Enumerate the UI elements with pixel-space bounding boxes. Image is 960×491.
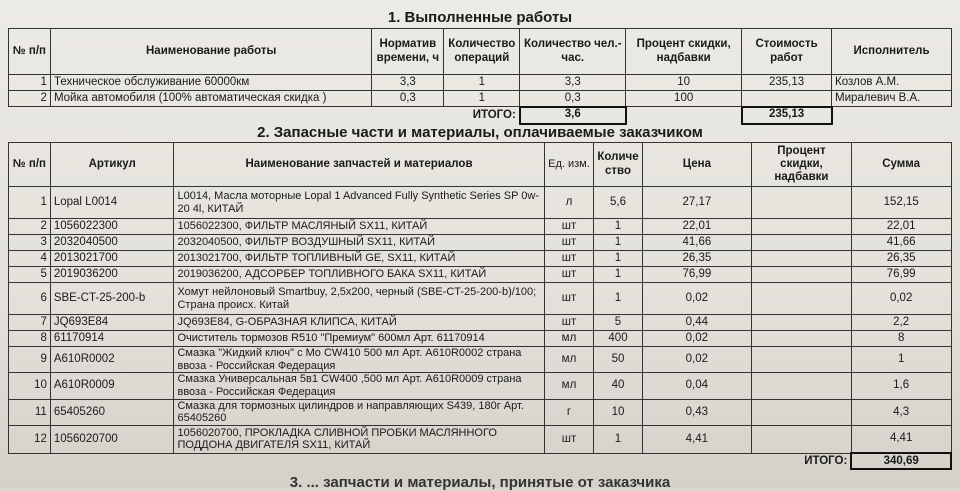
- table-row: [9, 75, 952, 91]
- parts-cell-article: 1056022300: [50, 219, 174, 235]
- parts-cell-sum: 76,99: [851, 267, 951, 283]
- works-header-num: № п/п: [9, 29, 51, 75]
- works-cell-name: Техническое обслуживание 60000км: [50, 75, 371, 91]
- parts-cell-unit: л: [544, 187, 594, 219]
- works-cell-worker: Козлов А.М.: [832, 75, 952, 91]
- parts-cell-sum: 41,66: [851, 235, 951, 251]
- parts-cell-unit: г: [544, 399, 594, 425]
- parts-cell-discount: [752, 399, 852, 425]
- works-cell-discount: 100: [626, 91, 742, 107]
- parts-cell-unit: шт: [544, 267, 594, 283]
- works-header-worker: Исполнитель: [832, 29, 952, 75]
- parts-cell-name: 1056022300, ФИЛЬТР МАСЛЯНЫЙ SX11, КИТАЙ: [174, 219, 544, 235]
- works-cell-cost: [742, 91, 832, 107]
- parts-cell-name: Смазка "Жидкий ключ" с Mo CW410 500 мл Арт. A610R0002 страна ввоза - Российская Федерация: [174, 347, 544, 373]
- parts-cell-sum: 1: [851, 347, 951, 373]
- table-row: [9, 373, 952, 399]
- parts-cell-qty: 1: [594, 283, 642, 315]
- parts-header-row: [9, 143, 952, 187]
- parts-cell-qty: 1: [594, 219, 642, 235]
- works-cell-name: Мойка автомобиля (100% автоматическая скидка ): [50, 91, 371, 107]
- table-row: [9, 399, 952, 425]
- parts-cell-name: 2032040500, ФИЛЬТР ВОЗДУШНЫЙ SX11, КИТАЙ: [174, 235, 544, 251]
- works-header-cost: Стоимость работ: [742, 29, 832, 75]
- works-cell-discount: 10: [626, 75, 742, 91]
- parts-cell-num: 10: [9, 373, 51, 399]
- works-cell-worker: Миралевич В.А.: [832, 91, 952, 107]
- parts-cell-sum: 4,41: [851, 425, 951, 453]
- parts-cell-qty: 5,6: [594, 187, 642, 219]
- works-cell-hours: 3,3: [520, 75, 626, 91]
- parts-header-sum: Сумма: [851, 143, 951, 187]
- parts-cell-discount: [752, 251, 852, 267]
- parts-header-qty: Количе ство: [594, 143, 642, 187]
- works-header-discount: Процент скидки, надбавки: [626, 29, 742, 75]
- parts-cell-num: 4: [9, 251, 51, 267]
- parts-header-num: № п/п: [9, 143, 51, 187]
- parts-cell-name: Смазка для тормозных цилиндров и направляющих S439, 180г Арт. 65405260: [174, 399, 544, 425]
- table-row: [9, 425, 952, 453]
- parts-cell-unit: мл: [544, 347, 594, 373]
- parts-cell-name: Смазка Универсальная 5в1 CW400 ,500 мл Арт. A610R0009 страна ввоза - Российская Федерация: [174, 373, 544, 399]
- parts-total-row: [9, 453, 952, 469]
- works-cell-ops: 1: [444, 75, 520, 91]
- parts-cell-qty: 10: [594, 399, 642, 425]
- parts-cell-unit: шт: [544, 251, 594, 267]
- parts-cell-price: 0,04: [642, 373, 751, 399]
- parts-total-label: ИТОГО:: [804, 454, 848, 467]
- parts-cell-discount: [752, 219, 852, 235]
- parts-cell-unit: мл: [544, 331, 594, 347]
- works-cell-hours: 0,3: [520, 91, 626, 107]
- parts-cell-discount: [752, 315, 852, 331]
- parts-cell-price: 0,44: [642, 315, 751, 331]
- parts-cell-price: 4,41: [642, 425, 751, 453]
- works-cell-num: 2: [9, 91, 51, 107]
- works-cell-norm: 0,3: [372, 91, 444, 107]
- parts-header-name: Наименование запчастей и материалов: [174, 143, 544, 187]
- parts-cell-sum: 22,01: [851, 219, 951, 235]
- parts-cell-num: 2: [9, 219, 51, 235]
- parts-cell-name: L0014, Масла моторные Lopal 1 Advanced Fully Synthetic Series SP 0w-20 4l, КИТАЙ: [174, 187, 544, 219]
- parts-cell-num: 7: [9, 315, 51, 331]
- parts-cell-qty: 5: [594, 315, 642, 331]
- parts-cell-name: 1056020700, ПРОКЛАДКА СЛИВНОЙ ПРОБКИ МАСЛЯННОГО ПОДДОНА ДВИГАТЕЛЯ SX11, КИТАЙ: [174, 425, 544, 453]
- parts-cell-article: 65405260: [50, 399, 174, 425]
- table-row: [9, 235, 952, 251]
- parts-cell-sum: 2,2: [851, 315, 951, 331]
- works-cell-ops: 1: [444, 91, 520, 107]
- parts-cell-discount: [752, 235, 852, 251]
- parts-cell-price: 0,02: [642, 331, 751, 347]
- parts-cell-article: 1056020700: [50, 425, 174, 453]
- works-table: [8, 28, 952, 125]
- parts-cell-price: 0,02: [642, 347, 751, 373]
- parts-cell-sum: 0,02: [851, 283, 951, 315]
- works-cell-num: 1: [9, 75, 51, 91]
- parts-cell-name: JQ693E84, G-ОБРАЗНАЯ КЛИПСА, КИТАЙ: [174, 315, 544, 331]
- parts-cell-num: 5: [9, 267, 51, 283]
- parts-cell-article: 2032040500: [50, 235, 174, 251]
- parts-cell-unit: мл: [544, 373, 594, 399]
- parts-cell-discount: [752, 267, 852, 283]
- parts-cell-num: 11: [9, 399, 51, 425]
- parts-header-discount: Процент скидки, надбавки: [752, 143, 852, 187]
- parts-cell-sum: 8: [851, 331, 951, 347]
- parts-cell-qty: 400: [594, 331, 642, 347]
- table-row: [9, 347, 952, 373]
- parts-cell-qty: 1: [594, 267, 642, 283]
- parts-cell-article: JQ693E84: [50, 315, 174, 331]
- parts-cell-discount: [752, 283, 852, 315]
- parts-cell-discount: [752, 331, 852, 347]
- works-cell-norm: 3,3: [372, 75, 444, 91]
- table-row: [9, 91, 952, 107]
- table-row: [9, 331, 952, 347]
- parts-cell-price: 26,35: [642, 251, 751, 267]
- table-row: [9, 219, 952, 235]
- table-row: [9, 251, 952, 267]
- parts-table: [8, 142, 952, 470]
- parts-cell-sum: 1,6: [851, 373, 951, 399]
- parts-cell-price: 0,43: [642, 399, 751, 425]
- works-header-row: [9, 29, 952, 75]
- parts-cell-unit: шт: [544, 283, 594, 315]
- parts-cell-discount: [752, 347, 852, 373]
- parts-cell-article: A610R0002: [50, 347, 174, 373]
- parts-cell-price: 41,66: [642, 235, 751, 251]
- parts-cell-unit: шт: [544, 315, 594, 331]
- works-total-row: [9, 107, 952, 124]
- works-header-norm: Норматив времени, ч: [372, 29, 444, 75]
- works-total-hours: 3,6: [520, 107, 626, 124]
- parts-cell-name: 2013021700, ФИЛЬТР ТОПЛИВНЫЙ GE, SX11, КИТАЙ: [174, 251, 544, 267]
- parts-cell-num: 1: [9, 187, 51, 219]
- parts-cell-price: 0,02: [642, 283, 751, 315]
- table-row: [9, 283, 952, 315]
- works-total-cost: 235,13: [742, 107, 832, 124]
- parts-cell-article: SBE-CT-25-200-b: [50, 283, 174, 315]
- parts-cell-unit: шт: [544, 219, 594, 235]
- works-cell-cost: 235,13: [742, 75, 832, 91]
- footer-cut-text: 3. ... запчасти и материалы, принятые от заказчика: [289, 474, 671, 491]
- parts-cell-price: 27,17: [642, 187, 751, 219]
- parts-cell-article: A610R0009: [50, 373, 174, 399]
- works-header-hours: Количество чел.-час.: [520, 29, 626, 75]
- parts-cell-article: 2019036200: [50, 267, 174, 283]
- parts-cell-sum: 26,35: [851, 251, 951, 267]
- works-header-name: Наименование работы: [50, 29, 371, 75]
- parts-cell-name: Хомут нейлоновый Smartbuy, 2,5x200, черный (SBE-CT-25-200-b)/100; Страна происх. Китай: [174, 283, 544, 315]
- parts-cell-unit: шт: [544, 235, 594, 251]
- parts-cell-discount: [752, 425, 852, 453]
- parts-cell-discount: [752, 373, 852, 399]
- works-total-label: ИТОГО:: [472, 108, 516, 121]
- table-row: [9, 315, 952, 331]
- parts-cell-unit: шт: [544, 425, 594, 453]
- parts-cell-article: Lopal L0014: [50, 187, 174, 219]
- parts-cell-num: 12: [9, 425, 51, 453]
- table-row: [9, 187, 952, 219]
- parts-cell-num: 9: [9, 347, 51, 373]
- parts-total-sum: 340,69: [851, 453, 951, 469]
- section1-title: 1. Выполненные работы: [387, 9, 573, 26]
- parts-cell-discount: [752, 187, 852, 219]
- parts-cell-qty: 40: [594, 373, 642, 399]
- parts-cell-num: 8: [9, 331, 51, 347]
- parts-cell-qty: 1: [594, 251, 642, 267]
- table-row: [9, 267, 952, 283]
- parts-cell-price: 22,01: [642, 219, 751, 235]
- parts-cell-sum: 4,3: [851, 399, 951, 425]
- parts-cell-qty: 50: [594, 347, 642, 373]
- parts-cell-qty: 1: [594, 425, 642, 453]
- parts-cell-num: 6: [9, 283, 51, 315]
- parts-cell-sum: 152,15: [851, 187, 951, 219]
- parts-cell-num: 3: [9, 235, 51, 251]
- parts-cell-article: 2013021700: [50, 251, 174, 267]
- parts-cell-article: 61170914: [50, 331, 174, 347]
- parts-header-unit: Ед. изм.: [544, 143, 594, 187]
- parts-cell-qty: 1: [594, 235, 642, 251]
- parts-header-price: Цена: [642, 143, 751, 187]
- parts-cell-name: Очиститель тормозов R510 "Премиум" 600мл Арт. 61170914: [174, 331, 544, 347]
- parts-cell-name: 2019036200, АДСОРБЕР ТОПЛИВНОГО БАКА SX11, КИТАЙ: [174, 267, 544, 283]
- parts-cell-price: 76,99: [642, 267, 751, 283]
- section2-title: 2. Запасные части и материалы, оплачиваемые заказчиком: [257, 124, 703, 141]
- works-header-ops: Количество операций: [444, 29, 520, 75]
- parts-header-article: Артикул: [50, 143, 174, 187]
